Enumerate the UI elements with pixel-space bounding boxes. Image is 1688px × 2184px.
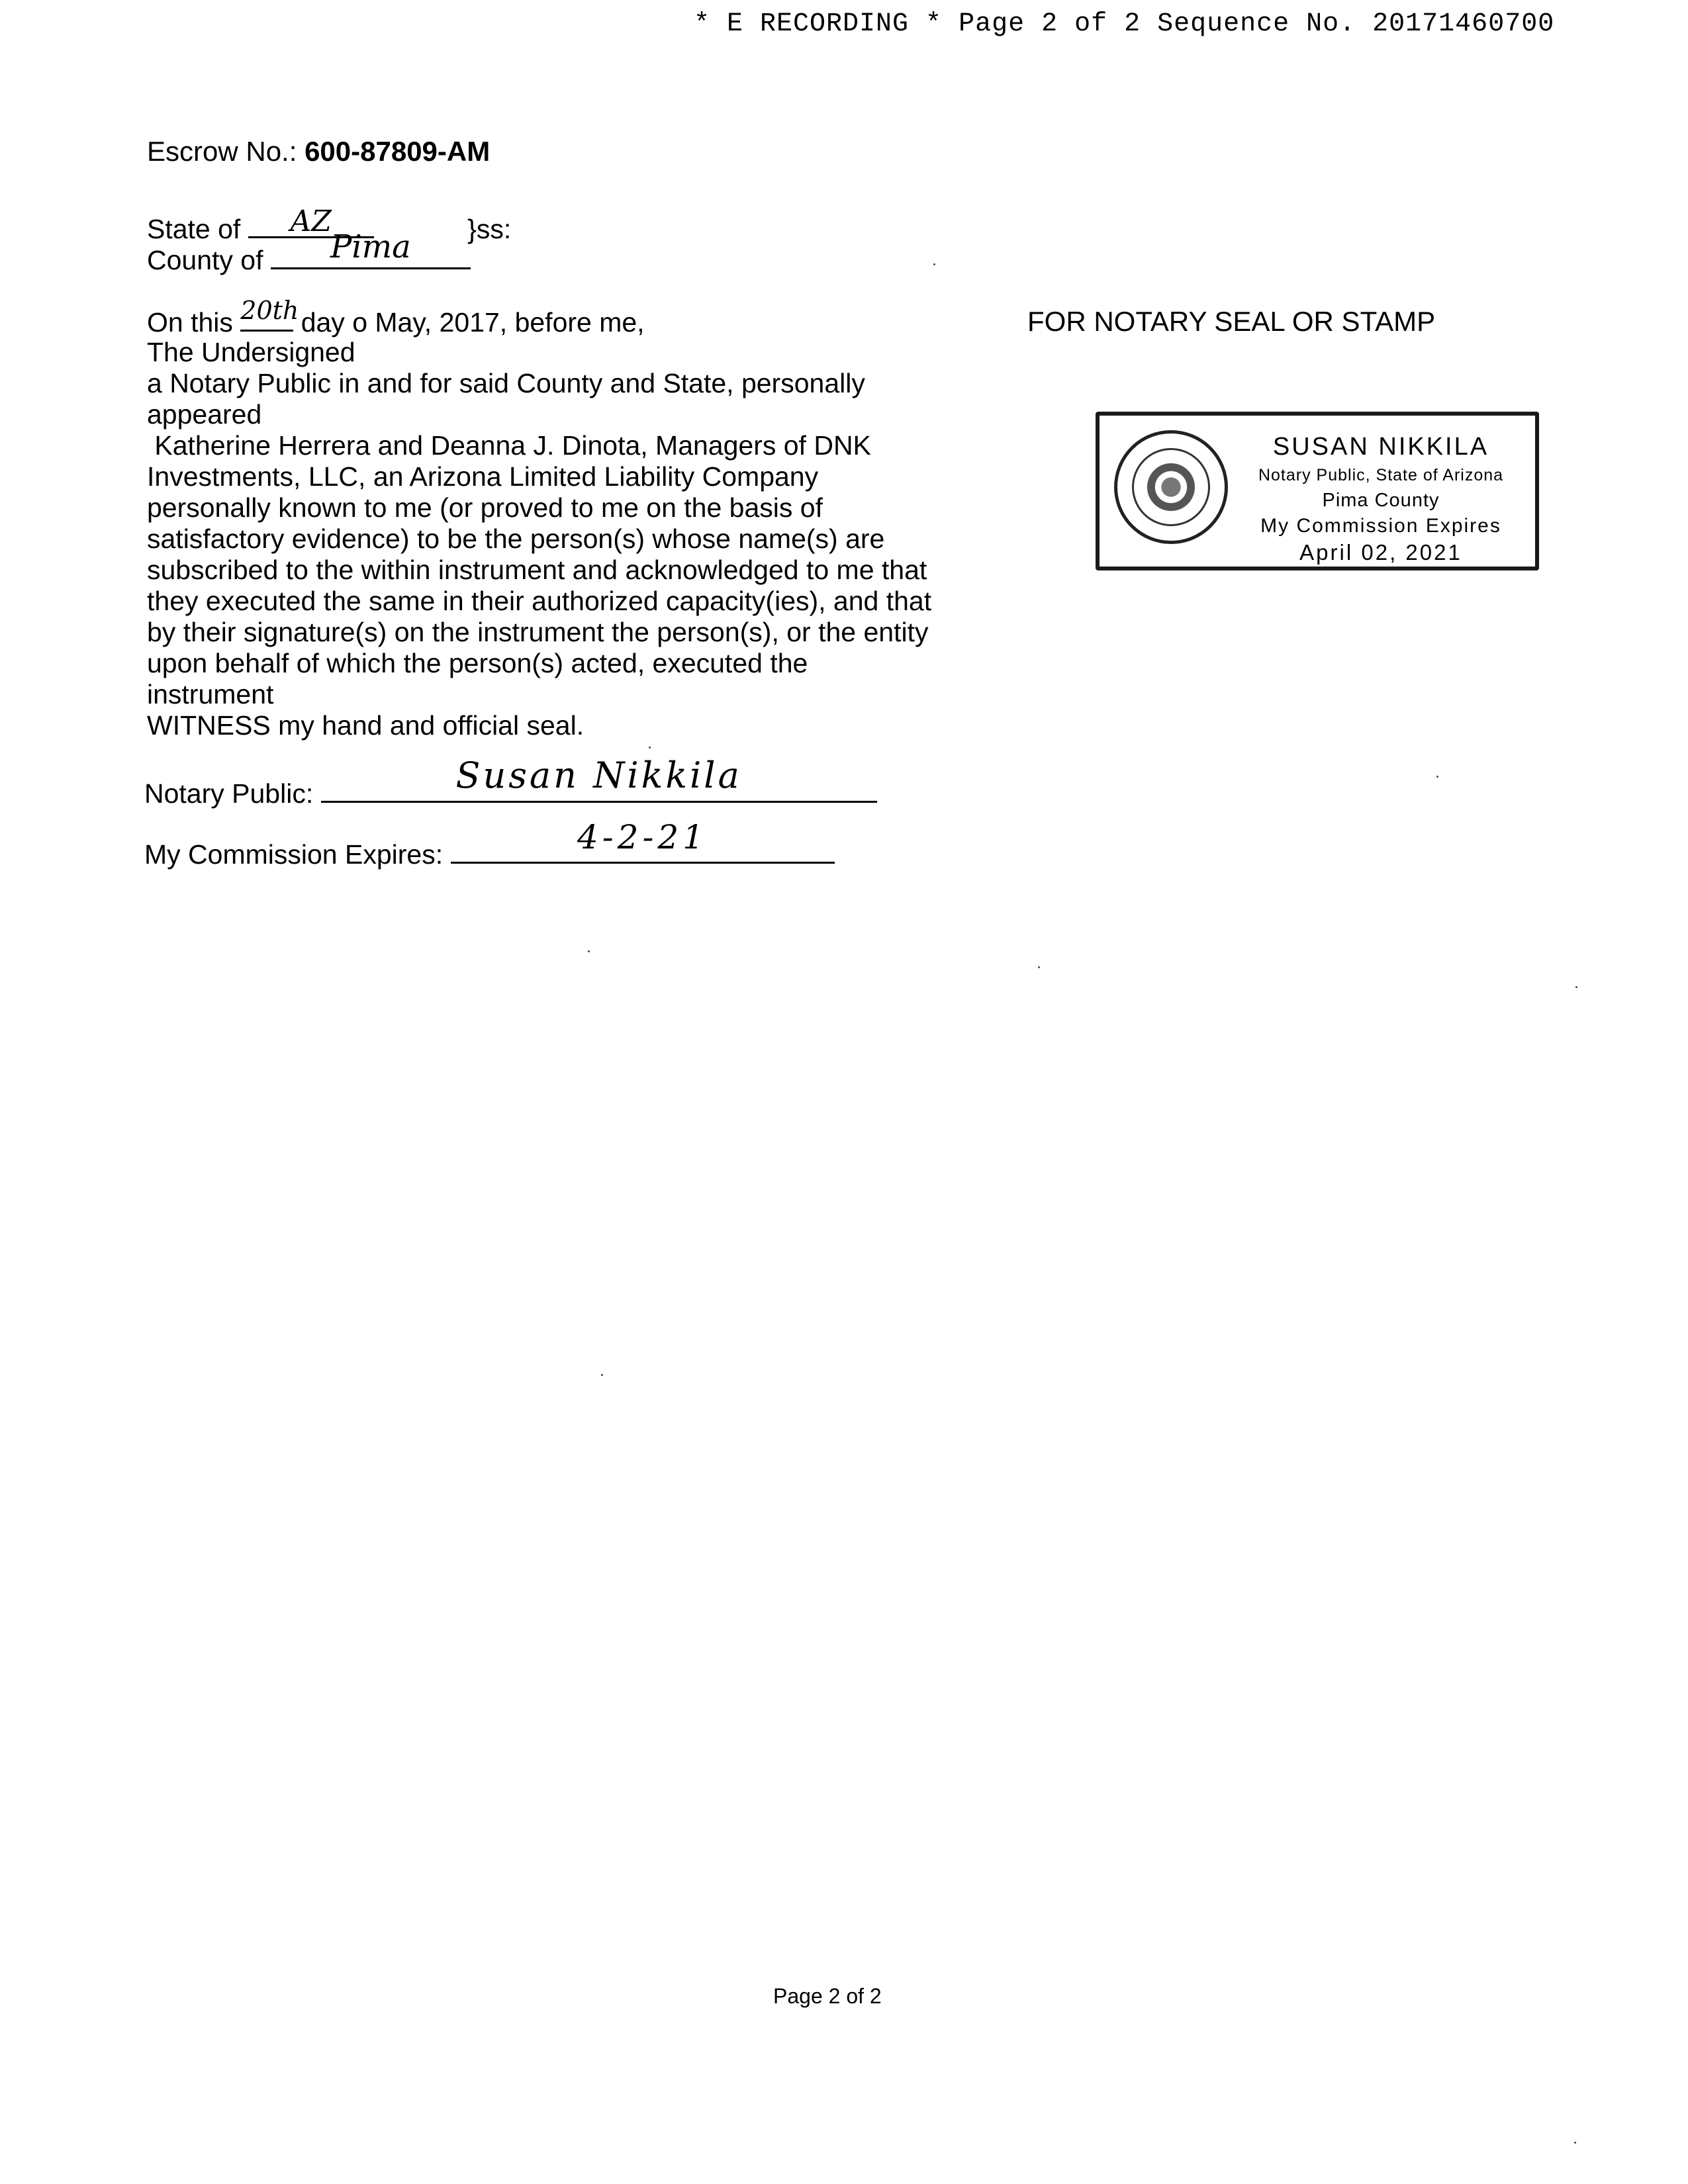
scan-speck	[601, 1374, 603, 1376]
witness-line: WITNESS my hand and official seal.	[147, 710, 585, 741]
scan-speck	[1574, 2142, 1576, 2144]
expires-label: My Commission Expires:	[144, 839, 444, 870]
county-field	[271, 228, 471, 269]
ack-line: The Undersigned	[147, 337, 355, 367]
recording-header: * E RECORDING * Page 2 of 2 Sequence No. 20171460700	[694, 9, 1555, 39]
state-label: State of	[147, 214, 241, 244]
ack-line: appeared	[147, 399, 262, 430]
county-label: County of	[147, 245, 263, 275]
escrow-label: Escrow No.:	[147, 136, 297, 167]
state-value: AZ	[290, 205, 332, 238]
ack-line: a Notary Public in and for said County and State, personally	[147, 368, 865, 398]
ack-line: they executed the same in their authorized capacity(ies), and that	[147, 586, 932, 616]
scan-speck	[1575, 986, 1577, 988]
stamp-title: Notary Public, State of Arizona	[1258, 466, 1504, 484]
scan-speck	[1436, 776, 1438, 778]
page-footer: Page 2 of 2	[773, 1984, 882, 2008]
stamp-name: SUSAN NIKKILA	[1272, 433, 1489, 461]
scan-speck	[1038, 966, 1040, 968]
county-value: Pima	[330, 228, 411, 265]
scan-speck	[933, 263, 935, 265]
ack-line: Katherine Herrera and Deanna J. Dinota, Managers of DNK	[147, 430, 871, 461]
ss-label: }ss:	[467, 214, 512, 244]
notary-signature-field	[321, 754, 877, 803]
stamp-commission-label: My Commission Expires	[1260, 515, 1501, 537]
stamp-county: Pima County	[1322, 490, 1440, 511]
day-value: 20th	[240, 296, 299, 325]
expires-field	[451, 818, 835, 864]
state-seal-icon	[1114, 430, 1228, 544]
seal-emblem-icon	[1132, 448, 1210, 526]
date-suffix: day o May, 2017, before me,	[301, 307, 645, 338]
ack-line: upon behalf of which the person(s) acted, executed the	[147, 648, 808, 678]
ack-line: Investments, LLC, an Arizona Limited Liability Company	[147, 461, 819, 492]
notary-signature-line	[144, 754, 877, 809]
notary-seal-heading: FOR NOTARY SEAL OR STAMP	[1027, 306, 1436, 337]
day-field	[240, 296, 299, 332]
notary-signature: Susan Nikkila	[455, 754, 742, 796]
commission-expires-line	[144, 818, 835, 870]
ack-line: subscribed to the within instrument and acknowledged to me that	[147, 555, 927, 585]
scan-speck	[649, 747, 651, 749]
ack-line: by their signature(s) on the instrument the person(s), or the entity	[147, 617, 929, 647]
scan-speck	[588, 950, 590, 952]
acknowledgment-body	[147, 337, 931, 741]
notary-stamp	[1096, 412, 1539, 570]
on-this-line	[147, 296, 645, 338]
notary-label: Notary Public:	[144, 778, 314, 809]
escrow-number: 600-87809-AM	[305, 136, 491, 167]
ack-line: personally known to me (or proved to me on the basis of	[147, 492, 823, 523]
stamp-commission-date: April 02, 2021	[1299, 540, 1462, 565]
ack-line: instrument	[147, 679, 274, 709]
expires-value: 4-2-21	[577, 818, 708, 856]
escrow-line	[147, 136, 490, 167]
on-this-label: On this	[147, 307, 233, 338]
ack-line: satisfactory evidence) to be the person(s) whose name(s) are	[147, 523, 885, 554]
